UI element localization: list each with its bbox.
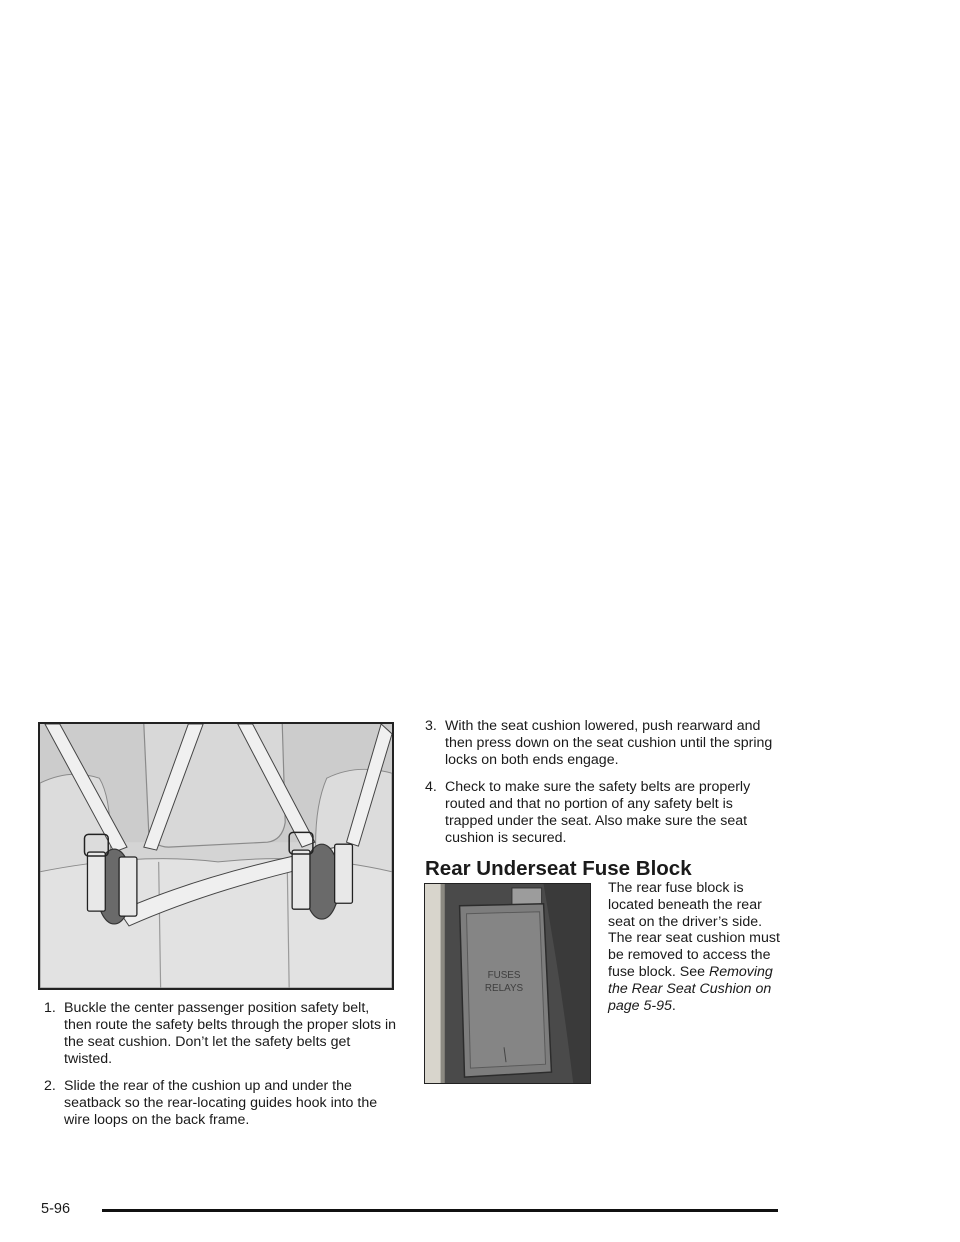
steps-list-right xyxy=(425,718,775,847)
list-item xyxy=(425,779,775,847)
step-number: 2. xyxy=(44,1078,56,1094)
seat-cushion-illustration xyxy=(38,722,394,990)
list-item xyxy=(44,1000,399,1068)
fuse-body-text: The rear fuse block is located beneath the rear seat on the driver’s side. The rear seat cushion must be removed to access the fuse block. See xyxy=(608,880,780,980)
list-item xyxy=(44,1078,399,1129)
page-number: 5-96 xyxy=(41,1201,71,1217)
step-number: 4. xyxy=(425,779,437,795)
section-heading: Rear Underseat Fuse Block xyxy=(425,857,692,880)
fuse-body-period: . xyxy=(671,997,676,1014)
fuse-label-relays: RELAYS xyxy=(484,982,524,994)
step-text: Slide the rear of the cushion up and under the seatback so the rear-locating guides hook into the wire loops on the back frame. xyxy=(64,1078,378,1128)
step-number: 3. xyxy=(425,718,437,734)
fuse-block-photo xyxy=(424,883,591,1084)
right-column xyxy=(425,718,775,899)
left-column xyxy=(44,1000,399,1139)
steps-list-left xyxy=(44,1000,399,1129)
step-text: Buckle the center passenger position safety belt, then route the safety belts through the proper slots in the seat cushion. Don’t let the safety belts get twisted. xyxy=(64,1000,397,1067)
list-item xyxy=(425,718,775,769)
fuse-label-fuses: FUSES xyxy=(487,970,521,982)
step-text: With the seat cushion lowered, push rearward and then press down on the seat cushion until the spring locks on both ends engage. xyxy=(445,718,773,768)
cross-reference-link[interactable]: Removing the Rear Seat Cushion on page 5-95 xyxy=(608,963,773,1014)
step-text: Check to make sure the safety belts are properly routed and that no portion of any safety belt is trapped under the seat. Also make sure the seat cushion is secured. xyxy=(445,779,751,846)
footer-rule xyxy=(102,1209,778,1212)
step-number: 1. xyxy=(44,1000,56,1016)
fuse-block-description xyxy=(608,880,788,1014)
